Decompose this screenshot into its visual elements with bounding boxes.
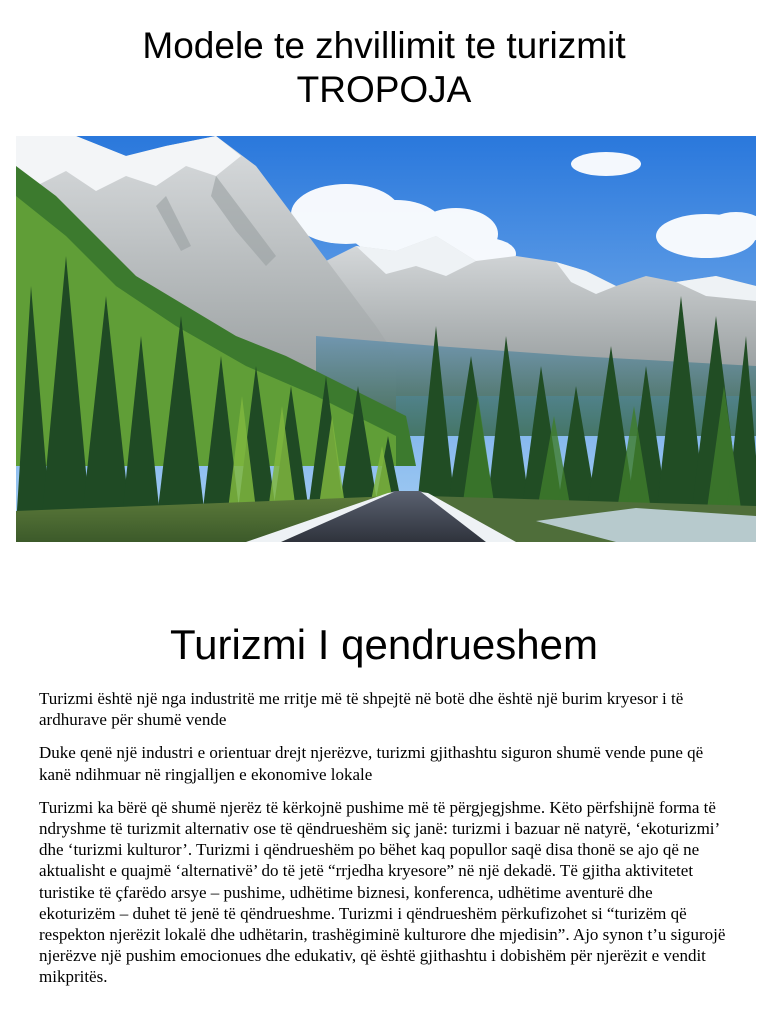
paragraph: Duke qenë një industri e orientuar drejt njerëzve, turizmi gjithashtu siguron shumë vende pune që kanë ndihmuar në ringjalljen e ekonomive lokale — [39, 743, 704, 784]
document-title — [0, 24, 768, 112]
paragraph: Turizmi ka bërë që shumë njerëz të kërkojnë pushime më të përgjegjshme. Këto përfshijnë forma të ndryshme të turizmit alternativ ose të qëndrueshëm siç janë: turizmi i bazuar në natyrë, ‘ekoturizmi’ dhe ‘turizmi kulturor’. Turizmi i qëndrueshëm po bëhet kaq popullor saqë disa thonë se ajo që ne aktualisht e quajmë ‘alternativë’ do të jetë “rrjedha kryesore” në një dekadë. Të gjitha aktivitetet turistike të çfarëdo arsye – pushime, udhëtime biznesi, konferenca, udhëtime aventurë dhe ekoturizëm – duhet të jenë të qëndrueshme. Turizmi i qëndrueshëm përkufizohet si “turizëm që respekton njerëzit lokalë dhe udhëtarin, trashëgiminë kulturore dhe mjedisin”. Ajo synon t’u sigurojë njerëzve një pushim emocionues dhe edukativ, që është gjithashtu i dobishëm për njerëzit e vendit mikpritës. — [39, 797, 726, 987]
mountain-valley-road-photo — [16, 136, 756, 542]
document-title-line-2: TROPOJA — [296, 69, 472, 110]
paragraph: Turizmi është një nga industritë me rritje më të shpejtë në botë dhe është një burim kryesor i të ardhurave për shumë vende — [39, 689, 684, 730]
section-heading: Turizmi I qendrueshem — [170, 621, 598, 668]
body-text — [39, 688, 729, 1000]
document-title-line-1: Modele te zhvillimit te turizmit — [142, 25, 626, 66]
